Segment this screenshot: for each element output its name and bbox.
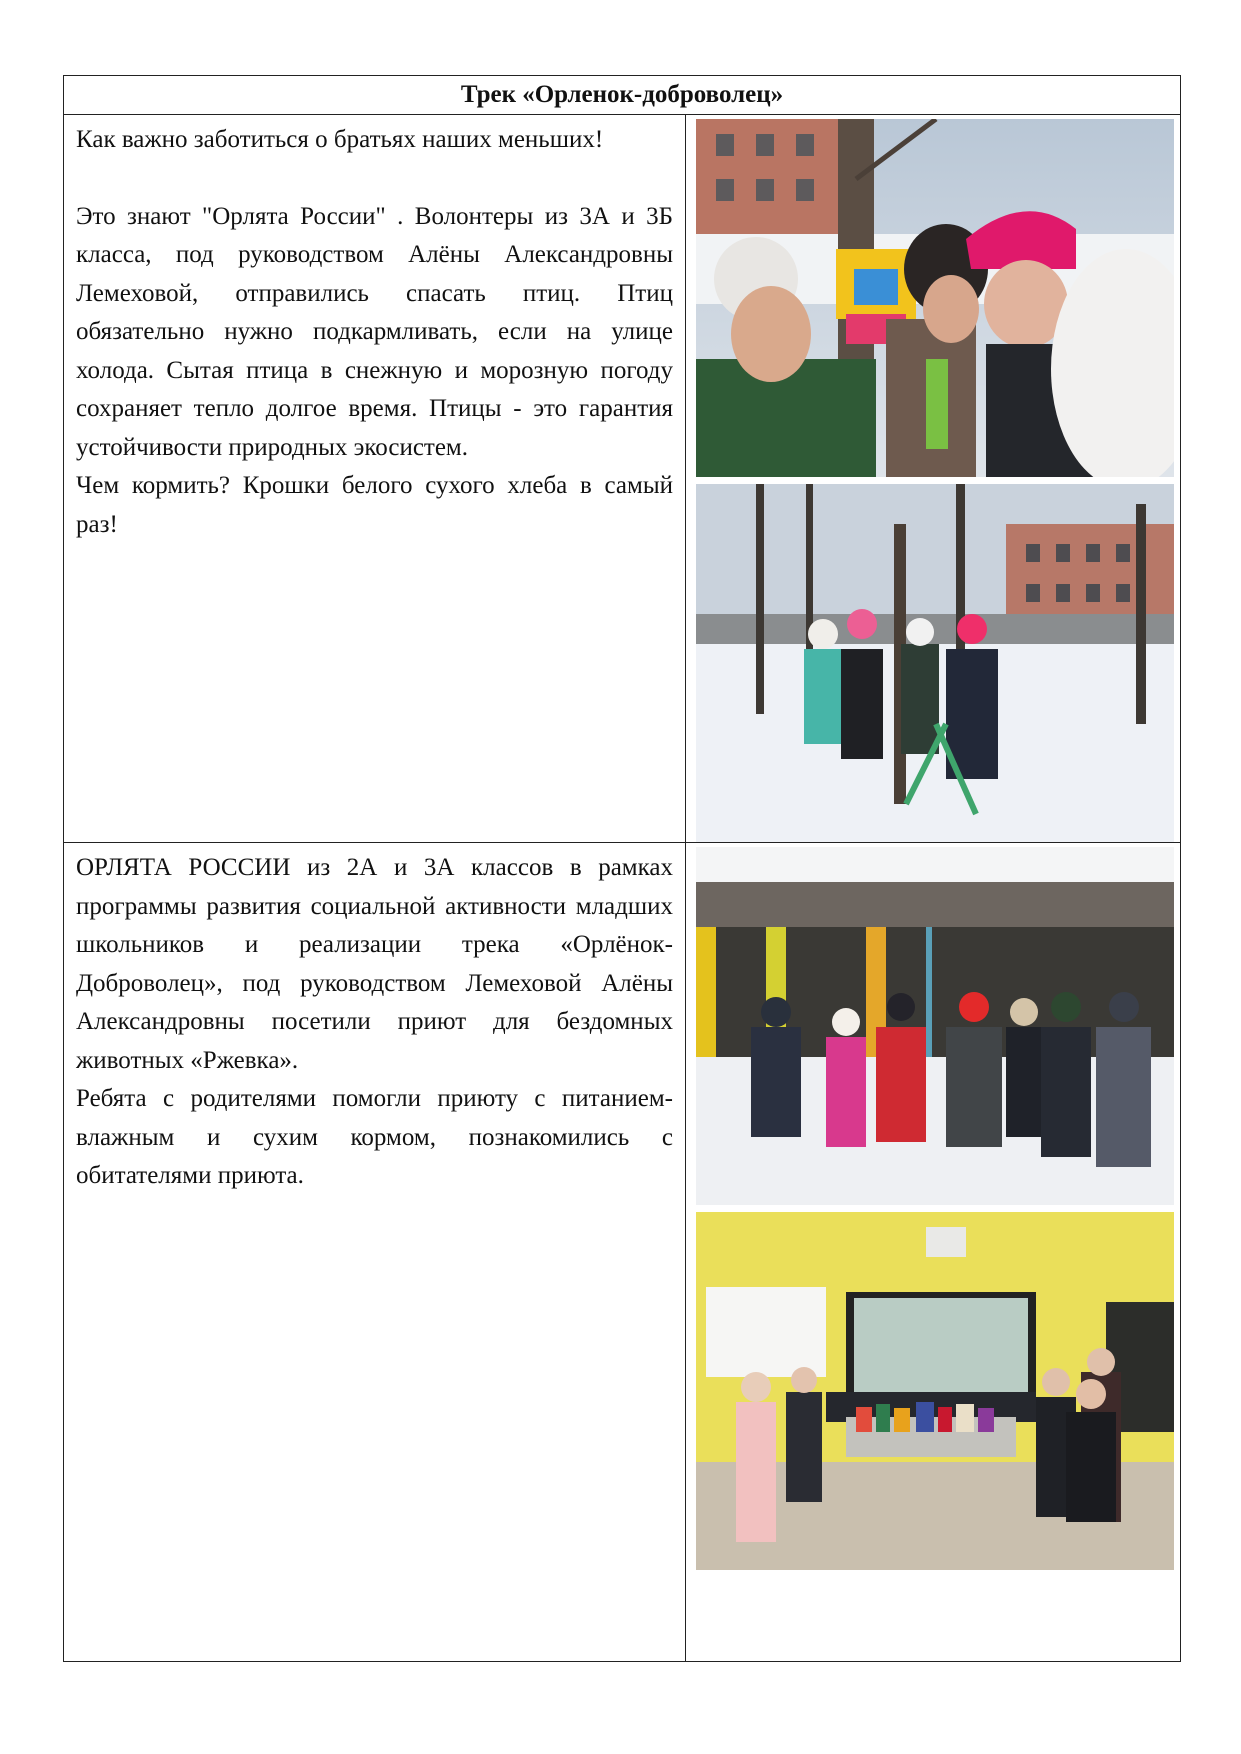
photo-group-snowy-park xyxy=(696,484,1174,842)
paragraph: Это знают "Орлята России" . Волонтеры из 3А и 3Б класса, под руководством Алёны Александровны Лемеховой, отправились спасать птиц. Птиц обязательно нужно подкармливать, если на улице холода. Сытая птица в снежную и морозную погоду сохраняет тепло долгое время. Птицы - это гарантия устойчивости природных экосистем. xyxy=(76,202,673,461)
paragraph: Ребята с родителями помогли приюту с питанием- влажным и сухим кормом, познакомились с обитателями приюта. xyxy=(76,1085,673,1189)
bird-feeding-text xyxy=(64,115,686,843)
shelter-visit-text xyxy=(64,843,686,1662)
photo-classroom-donations xyxy=(696,1212,1174,1570)
photo-birdhouse-closeup xyxy=(696,119,1174,477)
content-table xyxy=(63,75,1181,1662)
paragraph: Чем кормить? Крошки белого сухого хлеба в самый раз! xyxy=(76,472,673,538)
bird-feeding-photos xyxy=(686,115,1181,843)
table-title: Трек «Орленок-доброволец» xyxy=(64,76,1181,115)
paragraph: Как важно заботиться о братьях наших меньших! xyxy=(76,126,604,153)
paragraph: ОРЛЯТА РОССИИ из 2А и 3А классов в рамках программы развития социальной активности младших школьников и реализации трека «Орлёнок-Доброволец», под руководством Лемеховой Алёны Александровны посетили приют для бездомных животных «Ржевка». xyxy=(76,854,673,1074)
shelter-visit-photos xyxy=(686,843,1181,1662)
photo-shelter-outdoor xyxy=(696,847,1174,1205)
